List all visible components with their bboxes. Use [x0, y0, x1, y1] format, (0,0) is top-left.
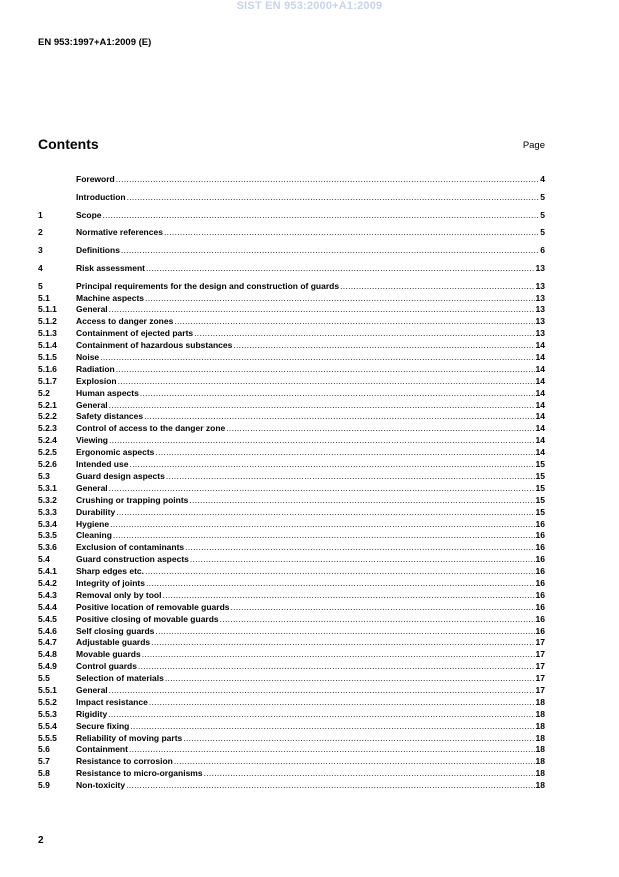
toc-entry[interactable] — [38, 626, 545, 638]
toc-entry-title: Containment — [76, 744, 128, 755]
toc-entry-title: Self closing guards — [76, 625, 155, 636]
toc-entry-number: 5.4.7 — [38, 637, 57, 648]
toc-entry-number: 5.2.3 — [38, 423, 57, 434]
toc-entry-title: Sharp edges etc. — [76, 566, 145, 577]
toc-entry[interactable] — [38, 192, 545, 204]
toc-entry-page: 17 — [535, 661, 545, 672]
toc-dot-leader — [340, 281, 534, 293]
toc-dot-leader — [100, 352, 534, 364]
toc-entry[interactable] — [38, 328, 545, 340]
toc-entry-page: 13 — [535, 316, 545, 327]
toc-dot-leader — [142, 649, 535, 661]
toc-entry[interactable] — [38, 316, 545, 328]
toc-entry-number: 5.4.8 — [38, 649, 57, 660]
toc-entry[interactable] — [38, 780, 545, 792]
toc-dot-leader — [233, 340, 534, 352]
toc-entry[interactable] — [38, 542, 545, 554]
toc-entry-number: 5.1 — [38, 292, 50, 303]
toc-entry-title: Resistance to micro-organisms — [76, 768, 203, 779]
toc-dot-leader — [220, 614, 535, 626]
toc-dot-leader — [146, 263, 535, 275]
toc-entry-page: 5 — [540, 227, 545, 238]
toc-entry-page: 16 — [535, 566, 545, 577]
toc-dot-leader — [166, 471, 535, 483]
toc-entry-page: 6 — [540, 245, 545, 256]
page-column-label: Page — [522, 140, 545, 151]
toc-entry-page: 18 — [535, 744, 545, 755]
toc-dot-leader — [129, 744, 535, 756]
toc-entry-number: 5.2.1 — [38, 399, 57, 410]
toc-entry-title: Definitions — [76, 245, 120, 256]
toc-entry[interactable] — [38, 293, 545, 305]
toc-entry[interactable] — [38, 756, 545, 768]
toc-entry-page: 15 — [535, 506, 545, 517]
toc-entry[interactable] — [38, 721, 545, 733]
toc-entry-title: Impact resistance — [76, 696, 148, 707]
toc-entry-title: Safety distances — [76, 411, 144, 422]
toc-entry-page: 13 — [535, 280, 545, 291]
toc-entry-title: Intended use — [76, 459, 129, 470]
toc-dot-leader — [126, 780, 534, 792]
toc-dot-leader — [109, 400, 535, 412]
toc-dot-leader — [163, 590, 535, 602]
toc-entry-title: Durability — [76, 506, 116, 517]
watermark-text: SIST EN 953:2000+A1:2009 — [236, 0, 383, 12]
toc-entry-number: 5.3.3 — [38, 506, 57, 517]
toc-entry-title: Foreword — [76, 174, 115, 184]
toc-entry-title: Principal requirements for the design and construction of guards — [76, 280, 340, 291]
toc-entry-title: Reliability of moving parts — [76, 732, 183, 743]
toc-entry-title: Guard design aspects — [76, 470, 165, 481]
toc-dot-leader — [109, 685, 535, 697]
toc-entry-number: 5.4.5 — [38, 613, 57, 624]
toc-dot-leader — [231, 602, 535, 614]
toc-entry-page: 18 — [535, 780, 545, 791]
toc-entry[interactable] — [38, 578, 545, 590]
toc-entry-title: Secure fixing — [76, 720, 130, 731]
toc-entry-number: 5.2.2 — [38, 411, 57, 422]
toc-entry-number: 5.1.3 — [38, 328, 57, 339]
toc-entry[interactable] — [38, 263, 545, 275]
toc-entry[interactable] — [38, 673, 545, 685]
toc-entry-number: 5.3.2 — [38, 494, 57, 505]
toc-dot-leader — [194, 328, 534, 340]
toc-entry-page: 18 — [535, 768, 545, 779]
toc-entry-page: 15 — [535, 482, 545, 493]
toc-entry-title: Control of access to the danger zone — [76, 423, 226, 434]
toc-dot-leader — [140, 388, 535, 400]
toc-dot-leader — [204, 768, 535, 780]
toc-dot-leader — [145, 566, 535, 578]
toc-entry-title: Cleaning — [76, 530, 112, 541]
toc-dot-leader — [116, 364, 535, 376]
toc-entry[interactable] — [38, 388, 545, 400]
toc-dot-leader — [108, 709, 534, 721]
toc-entry[interactable] — [38, 495, 545, 507]
toc-entry-title: Movable guards — [76, 649, 141, 660]
toc-entry[interactable] — [38, 661, 545, 673]
toc-entry-page: 17 — [535, 649, 545, 660]
toc-dot-leader — [118, 376, 535, 388]
toc-entry-title: Resistance to corrosion — [76, 756, 173, 767]
toc-dot-leader — [226, 423, 534, 435]
toc-entry-number: 5.1.6 — [38, 363, 57, 374]
toc-entry-page: 17 — [535, 637, 545, 648]
toc-entry-number: 5.1.7 — [38, 375, 57, 386]
toc-entry-title: Removal only by tool — [76, 589, 162, 600]
toc-entry-title: Radiation — [76, 363, 115, 374]
toc-entry-number: 5.4.4 — [38, 601, 57, 612]
toc-dot-leader — [165, 673, 535, 685]
toc-dot-leader — [130, 721, 534, 733]
toc-entry-number: 5.3.6 — [38, 542, 57, 553]
toc-entry[interactable] — [38, 602, 545, 614]
toc-dot-leader — [146, 578, 535, 590]
toc-entry-number: 5.2.5 — [38, 447, 57, 458]
toc-entry-page: 16 — [535, 518, 545, 529]
toc-entry-page: 16 — [535, 530, 545, 541]
toc-entry[interactable] — [38, 352, 545, 364]
toc-entry-page: 18 — [535, 720, 545, 731]
toc-entry-page: 16 — [535, 577, 545, 588]
toc-entry-title: Crushing or trapping points — [76, 494, 189, 505]
toc-entry[interactable] — [38, 649, 545, 661]
toc-dot-leader — [164, 227, 539, 239]
toc-entry[interactable] — [38, 174, 545, 186]
toc-entry-title: Exclusion of contaminants — [76, 542, 185, 553]
toc-dot-leader — [149, 697, 535, 709]
toc-entry-number: 5.9 — [38, 780, 50, 791]
toc-dot-leader — [185, 542, 534, 554]
toc-entry-page: 14 — [535, 399, 545, 410]
page-number: 2 — [38, 835, 44, 846]
toc-entry[interactable] — [38, 364, 545, 376]
toc-entry-number: 1 — [38, 209, 43, 220]
table-of-contents — [38, 174, 545, 792]
toc-dot-leader — [151, 637, 534, 649]
toc-dot-leader — [155, 447, 534, 459]
toc-entry[interactable] — [38, 483, 545, 495]
toc-entry-page: 18 — [535, 756, 545, 767]
toc-entry[interactable] — [38, 637, 545, 649]
toc-entry-page: 13 — [535, 292, 545, 303]
toc-entry[interactable] — [38, 281, 545, 293]
toc-entry-page: 13 — [535, 262, 545, 273]
toc-entry-title: Risk assessment — [76, 262, 145, 273]
toc-entry-title: Access to danger zones — [76, 316, 174, 327]
toc-entry[interactable] — [38, 459, 545, 471]
toc-entry-page: 13 — [535, 328, 545, 339]
toc-entry-number: 5.4 — [38, 554, 50, 565]
toc-dot-leader — [174, 756, 535, 768]
toc-entry[interactable] — [38, 590, 545, 602]
toc-dot-leader — [144, 411, 534, 423]
toc-entry-number: 5.7 — [38, 756, 50, 767]
toc-entry-title: Selection of materials — [76, 673, 164, 684]
toc-entry-number: 5.5.1 — [38, 684, 57, 695]
toc-entry[interactable] — [38, 697, 545, 709]
toc-entry[interactable] — [38, 304, 545, 316]
toc-entry[interactable] — [38, 411, 545, 423]
toc-entry[interactable] — [38, 554, 545, 566]
toc-entry-number: 4 — [38, 262, 43, 273]
toc-entry-title: Containment of hazardous substances — [76, 340, 233, 351]
toc-entry-number: 5.3.4 — [38, 518, 57, 529]
toc-entry[interactable] — [38, 340, 545, 352]
toc-entry[interactable] — [38, 530, 545, 542]
toc-entry-page: 14 — [535, 447, 545, 458]
toc-entry-title: General — [76, 482, 108, 493]
toc-entry-number: 5.8 — [38, 768, 50, 779]
toc-entry-page: 14 — [535, 411, 545, 422]
toc-entry-number: 5.1.4 — [38, 340, 57, 351]
toc-entry-number: 5.4.2 — [38, 577, 57, 588]
toc-entry[interactable] — [38, 768, 545, 780]
toc-entry-number: 5.3 — [38, 470, 50, 481]
document-id: EN 953:1997+A1:2009 (E) — [38, 37, 152, 48]
toc-dot-leader — [109, 304, 535, 316]
toc-entry-page: 16 — [535, 554, 545, 565]
toc-entry[interactable] — [38, 435, 545, 447]
toc-dot-leader — [109, 435, 535, 447]
toc-entry-number: 5.3.1 — [38, 482, 57, 493]
toc-entry-number: 5.4.3 — [38, 589, 57, 600]
toc-entry-page: 15 — [535, 459, 545, 470]
toc-entry-page: 5 — [540, 209, 545, 220]
toc-dot-leader — [116, 507, 534, 519]
toc-entry[interactable] — [38, 507, 545, 519]
toc-entry-page: 16 — [535, 601, 545, 612]
toc-entry-page: 13 — [535, 304, 545, 315]
toc-dot-leader — [113, 530, 535, 542]
toc-entry-page: 4 — [540, 174, 545, 184]
toc-entry-page: 16 — [535, 613, 545, 624]
toc-entry-number: 5.6 — [38, 744, 50, 755]
toc-entry[interactable] — [38, 744, 545, 756]
toc-entry-page: 14 — [535, 340, 545, 351]
toc-entry-title: Viewing — [76, 435, 108, 446]
toc-dot-leader — [190, 554, 535, 566]
toc-dot-leader — [183, 733, 534, 745]
toc-entry-title: Guard construction aspects — [76, 554, 189, 565]
toc-entry-number: 5.5.3 — [38, 708, 57, 719]
toc-entry-title: Positive closing of movable guards — [76, 613, 219, 624]
toc-entry-page: 18 — [535, 708, 545, 719]
toc-entry-title: Introduction — [76, 191, 126, 202]
toc-entry[interactable] — [38, 709, 545, 721]
toc-entry-page: 16 — [535, 625, 545, 636]
toc-entry-number: 2 — [38, 227, 43, 238]
toc-dot-leader — [121, 245, 539, 257]
toc-dot-leader — [127, 192, 540, 204]
toc-entry-page: 16 — [535, 589, 545, 600]
toc-entry-number: 5.4.1 — [38, 566, 57, 577]
toc-dot-leader — [116, 174, 540, 186]
toc-entry[interactable] — [38, 245, 545, 257]
toc-entry-page: 17 — [535, 673, 545, 684]
toc-dot-leader — [138, 661, 535, 673]
toc-dot-leader — [145, 293, 535, 305]
toc-entry-number: 5.1.2 — [38, 316, 57, 327]
toc-entry-number: 5.3.5 — [38, 530, 57, 541]
toc-entry[interactable] — [38, 519, 545, 531]
toc-dot-leader — [109, 483, 535, 495]
toc-entry-title: Control guards — [76, 661, 137, 672]
toc-entry-title: Non-toxicity — [76, 780, 126, 791]
toc-entry-page: 5 — [540, 191, 545, 202]
toc-entry-page: 14 — [535, 352, 545, 363]
toc-entry-number: 3 — [38, 245, 43, 256]
toc-entry-title: Ergonomic aspects — [76, 447, 155, 458]
toc-entry-title: General — [76, 399, 108, 410]
toc-entry-page: 14 — [535, 423, 545, 434]
toc-entry-page: 18 — [535, 696, 545, 707]
toc-entry[interactable] — [38, 614, 545, 626]
toc-entry-title: Hygiene — [76, 518, 110, 529]
toc-entry-title: Rigidity — [76, 708, 108, 719]
toc-entry[interactable] — [38, 566, 545, 578]
toc-entry-page: 14 — [535, 375, 545, 386]
toc-entry-page: 17 — [535, 684, 545, 695]
toc-entry-number: 5.2 — [38, 387, 50, 398]
toc-entry-number: 5.1.1 — [38, 304, 57, 315]
toc-entry-page: 16 — [535, 542, 545, 553]
contents-heading: Contents — [38, 136, 99, 152]
toc-entry[interactable] — [38, 227, 545, 239]
toc-entry-title: Machine aspects — [76, 292, 145, 303]
toc-entry-page: 14 — [535, 363, 545, 374]
toc-dot-leader — [110, 519, 534, 531]
toc-entry-number: 5 — [38, 280, 43, 291]
toc-entry-title: Explosion — [76, 375, 117, 386]
toc-dot-leader — [174, 316, 534, 328]
toc-entry-page: 14 — [535, 387, 545, 398]
toc-entry-number: 5.2.6 — [38, 459, 57, 470]
toc-entry-page: 18 — [535, 732, 545, 743]
toc-entry[interactable] — [38, 376, 545, 388]
toc-entry[interactable] — [38, 423, 545, 435]
toc-entry-page: 15 — [535, 494, 545, 505]
toc-entry-number: 5.4.6 — [38, 625, 57, 636]
toc-entry-page: 15 — [535, 470, 545, 481]
toc-entry[interactable] — [38, 685, 545, 697]
toc-entry-title: Positive location of removable guards — [76, 601, 230, 612]
toc-entry-number: 5.1.5 — [38, 352, 57, 363]
toc-dot-leader — [189, 495, 534, 507]
toc-entry-number: 5.5 — [38, 673, 50, 684]
toc-entry[interactable] — [38, 210, 545, 222]
toc-entry-title: Containment of ejected parts — [76, 328, 194, 339]
toc-entry[interactable] — [38, 447, 545, 459]
toc-entry-number: 5.5.2 — [38, 696, 57, 707]
toc-dot-leader — [103, 210, 540, 222]
toc-dot-leader — [155, 626, 534, 638]
toc-entry-title: Noise — [76, 352, 100, 363]
toc-dot-leader — [129, 459, 534, 471]
toc-entry-title: Normative references — [76, 227, 163, 238]
toc-entry-title: General — [76, 684, 108, 695]
toc-entry-title: Adjustable guards — [76, 637, 151, 648]
toc-entry[interactable] — [38, 733, 545, 745]
toc-entry[interactable] — [38, 471, 545, 483]
toc-entry-title: Scope — [76, 209, 102, 220]
toc-entry-title: General — [76, 304, 108, 315]
toc-entry-page: 14 — [535, 435, 545, 446]
toc-entry-title: Integrity of joints — [76, 577, 145, 588]
toc-entry-number: 5.5.5 — [38, 732, 57, 743]
toc-entry-number: 5.5.4 — [38, 720, 57, 731]
toc-entry-number: 5.4.9 — [38, 661, 57, 672]
toc-entry[interactable] — [38, 400, 545, 412]
toc-entry-number: 5.2.4 — [38, 435, 57, 446]
toc-entry-title: Human aspects — [76, 387, 139, 398]
